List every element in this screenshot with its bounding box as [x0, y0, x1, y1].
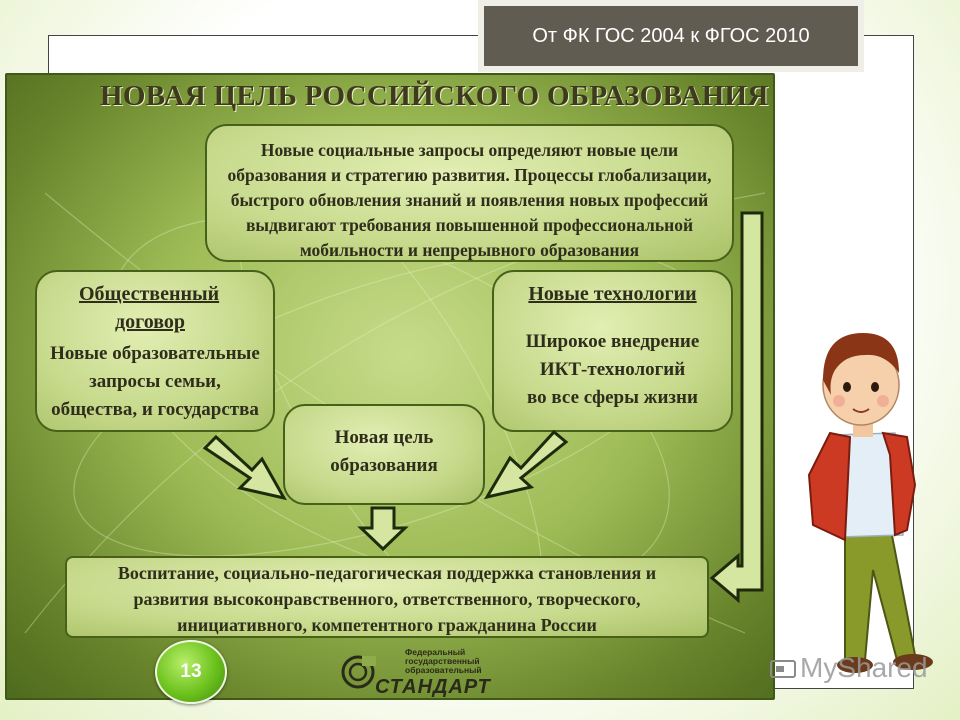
- page-number-badge: 13: [155, 640, 227, 704]
- text-line: образования: [330, 455, 438, 476]
- text-line: Новая цель: [334, 427, 434, 448]
- text-line: развития высоконравственного, ответственного, творческого,: [133, 589, 641, 609]
- social-contract-body: [37, 336, 273, 424]
- new-technologies-body: [494, 308, 731, 412]
- text-line: инициативного, компетентного гражданина России: [177, 615, 597, 635]
- text-line: общества, и государства: [51, 399, 259, 420]
- text-line: Новые образовательные: [50, 343, 260, 364]
- text-line: образования и стратегию развития. Процессы глобализации,: [227, 165, 712, 185]
- boy-illustration: [795, 325, 945, 690]
- watermark-text: MyShared: [800, 652, 928, 683]
- title-banner: [478, 0, 864, 72]
- text-line: во все сферы жизни: [527, 387, 698, 408]
- text-line: мобильности и непрерывного образования: [299, 240, 640, 260]
- heading-line: Общественный: [79, 283, 220, 305]
- text-line: Широкое внедрение: [525, 331, 700, 352]
- social-demands-box: [205, 124, 734, 262]
- heading-line: договор: [115, 311, 185, 333]
- slide-title: От ФК ГОС 2004 к ФГОС 2010: [484, 6, 858, 66]
- new-technologies-box: [492, 270, 733, 432]
- new-technologies-heading: Новые технологии: [528, 283, 697, 305]
- logo-caption-line: образовательный: [405, 665, 482, 675]
- text-line: запросы семьи,: [89, 371, 221, 392]
- watermark-icon: [770, 658, 796, 680]
- logo-caption: [405, 648, 482, 675]
- text-line: ИКТ-технологий: [539, 359, 686, 380]
- diagram-title: НОВАЯ ЦЕЛЬ РОССИЙСКОГО ОБРАЗОВАНИЯ: [100, 80, 769, 112]
- text-line: Новые социальные запросы определяют новые цели: [260, 140, 679, 160]
- text-line: быстрого обновления знаний и появления новых профессий: [230, 190, 709, 210]
- social-contract-heading: [37, 272, 273, 336]
- social-contract-box: [35, 270, 275, 432]
- new-goal-box: [283, 404, 485, 505]
- logo-caption-line: Федеральный: [405, 647, 466, 657]
- fgos-logo-icon: [340, 648, 380, 698]
- logo-name: СТАНДАРТ: [375, 676, 491, 698]
- logo-caption-line: государственный: [405, 656, 480, 666]
- upbringing-box: [65, 556, 709, 638]
- text-line: выдвигают требования повышенной профессиональной: [245, 215, 694, 235]
- text-line: Воспитание, социально-педагогическая поддержка становления и: [117, 563, 657, 583]
